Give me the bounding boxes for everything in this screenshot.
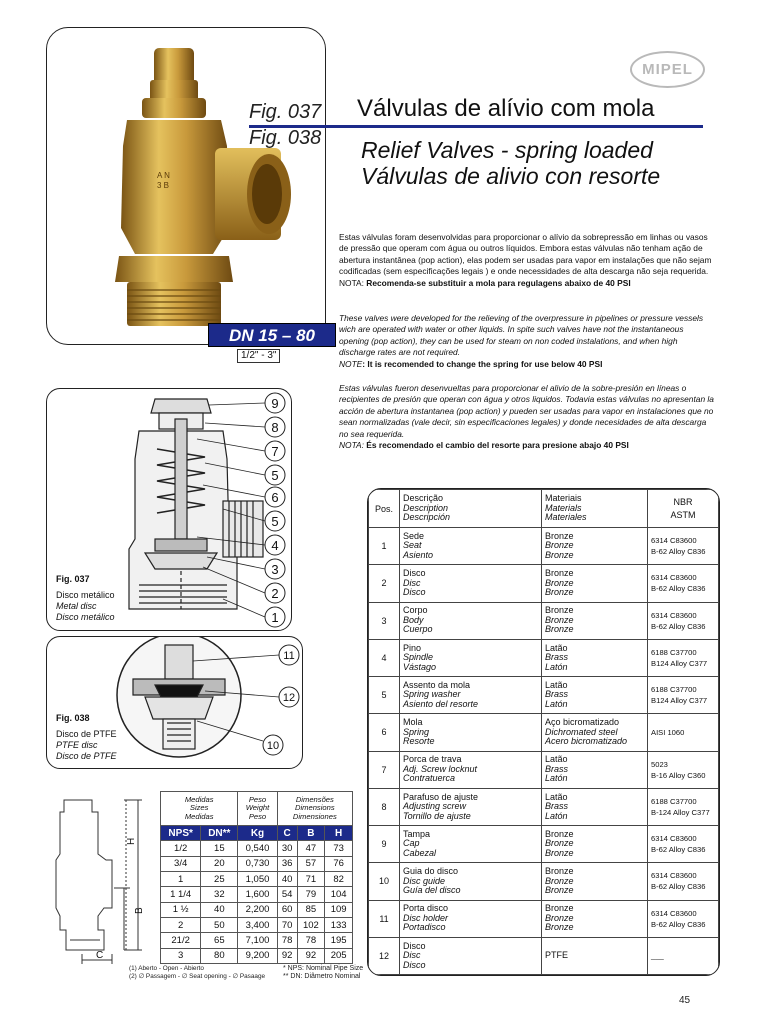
col-h: H	[325, 826, 353, 841]
parts-row	[369, 528, 719, 565]
dims-cell: 1,050	[238, 872, 277, 887]
callout-12: 12	[282, 692, 296, 704]
dims-cell: 109	[325, 902, 353, 917]
dims-cell: 40	[277, 872, 297, 887]
dims-cell: 50	[201, 918, 238, 933]
parts-header-standards: NBR ASTM	[648, 490, 719, 528]
title-english-spanish	[361, 137, 660, 189]
dn-badge: DN 15 – 80	[208, 323, 336, 347]
dims-header-peso: Peso Weight Peso	[238, 792, 277, 826]
parts-pos: 2	[369, 565, 400, 602]
parts-pos: 12	[369, 937, 400, 974]
parts-standard: 6314 C83600 B-62 Alloy C836	[648, 528, 719, 565]
product-photo-frame	[46, 27, 326, 345]
desc-pt-note: Recomenda-se substituir a mola para regulagens abaixo de 40 PSI	[366, 277, 631, 288]
dims-cell: 205	[325, 948, 353, 963]
callout-3: 3	[271, 562, 279, 577]
parts-row	[369, 751, 719, 788]
col-b: B	[297, 826, 325, 841]
caption-037-pt: Disco metálico	[56, 590, 115, 600]
caption-038-en: PTFE disc	[56, 740, 98, 750]
parts-standard: 6188 C37700 B124 Alloy C377	[648, 677, 719, 714]
parts-standard: 5023 B-16 Alloy C360	[648, 751, 719, 788]
svg-text:3 B: 3 B	[157, 181, 170, 190]
caption-038	[56, 713, 117, 762]
parts-standard: 6314 C83600 B-62 Alloy C836	[648, 826, 719, 863]
dims-row	[161, 933, 353, 948]
svg-text:A N: A N	[157, 171, 170, 180]
mipel-logo: MIPEL	[630, 51, 705, 88]
parts-pos: 5	[369, 677, 400, 714]
desc-pt-note-label: NOTA:	[339, 277, 367, 288]
parts-standard: 6188 C37700 B-124 Alloy C377	[648, 788, 719, 825]
figure-label-038: Fig. 038	[249, 127, 322, 149]
parts-material: Latão Brass Latón	[542, 639, 648, 676]
dims-cell: 47	[297, 841, 325, 856]
parts-table	[368, 489, 719, 975]
dims-cell: 9,200	[238, 948, 277, 963]
dims-cell: 92	[297, 948, 325, 963]
parts-header-pos: Pos.	[369, 490, 400, 528]
parts-material: Bronze Bronze Bronze	[542, 565, 648, 602]
dim-label-b: B	[134, 907, 145, 914]
callout-11: 11	[283, 650, 295, 662]
parts-pos: 6	[369, 714, 400, 751]
callout-10: 10	[266, 740, 280, 752]
parts-pos: 3	[369, 602, 400, 639]
parts-pos: 8	[369, 788, 400, 825]
dimensions-table	[160, 791, 353, 964]
parts-row	[369, 677, 719, 714]
footnotes-left	[129, 965, 265, 981]
col-c: C	[277, 826, 297, 841]
callout-5b: 5	[271, 514, 279, 529]
dims-cell: 40	[201, 902, 238, 917]
dims-cell: 0,540	[238, 841, 277, 856]
dims-cell: 78	[297, 933, 325, 948]
title-portuguese: Válvulas de alívio com mola	[357, 95, 655, 122]
callout-circles-037	[255, 392, 295, 632]
dims-cell: 60	[277, 902, 297, 917]
parts-pos: 9	[369, 826, 400, 863]
figure-label-037: Fig. 037	[249, 101, 322, 123]
desc-es-note: És recomendado el cambio del resorte para presione abajo 40 PSI	[366, 440, 629, 451]
dims-cell: 3,400	[238, 918, 277, 933]
parts-standard: 6314 C83600 B-62 Alloy C836	[648, 565, 719, 602]
dims-cell: 3	[161, 948, 201, 963]
dims-cell: 2	[161, 918, 201, 933]
parts-standard: ___	[648, 937, 719, 974]
callout-9: 9	[271, 396, 279, 411]
caption-037-fig: Fig. 037	[56, 574, 90, 584]
dims-cell: 25	[201, 872, 238, 887]
dims-cell: 79	[297, 887, 325, 902]
dims-cell: 36	[277, 856, 297, 871]
dims-cell: 57	[297, 856, 325, 871]
parts-pos: 4	[369, 639, 400, 676]
parts-header-row	[369, 490, 719, 528]
parts-description: Mola Spring Resorte	[400, 714, 542, 751]
dims-cell: 78	[277, 933, 297, 948]
parts-material: Aço bicromatizado Dichromated steel Acero bicromatizado	[542, 714, 648, 751]
parts-description: Disco Disc Disco	[400, 937, 542, 974]
dims-cell: 76	[325, 856, 353, 871]
footnotes-right	[283, 965, 363, 981]
dims-cell: 85	[297, 902, 325, 917]
dims-column-header-row	[161, 826, 353, 841]
parts-body	[369, 528, 719, 975]
dims-cell: 0,730	[238, 856, 277, 871]
parts-standard: 6314 C83600 B-62 Alloy C836	[648, 602, 719, 639]
parts-row	[369, 826, 719, 863]
dims-cell: 32	[201, 887, 238, 902]
dims-cell: 15	[201, 841, 238, 856]
parts-material: Bronze Bronze Bronze	[542, 826, 648, 863]
parts-row	[369, 602, 719, 639]
dims-header-medidas: Medidas Sizes Medidas	[161, 792, 238, 826]
parts-description: Disco Disc Disco	[400, 565, 542, 602]
parts-description: Parafuso de ajuste Adjusting screw Tornillo de ajuste	[400, 788, 542, 825]
parts-row	[369, 714, 719, 751]
dims-cell: 195	[325, 933, 353, 948]
note-nps: * NPS: Nominal Pipe Size	[283, 965, 364, 972]
parts-pos: 10	[369, 863, 400, 900]
note-open: (1) Aberto - Open - Abierto	[129, 965, 204, 972]
parts-header-materials: Materiais Materials Materiales	[542, 490, 648, 528]
parts-pos: 11	[369, 900, 400, 937]
parts-row	[369, 565, 719, 602]
parts-material: Latão Brass Latón	[542, 788, 648, 825]
note-dn: ** DN: Diâmetro Nominal	[283, 973, 361, 980]
parts-material: Bronze Bronze Bronze	[542, 602, 648, 639]
dims-cell: 54	[277, 887, 297, 902]
parts-material: Bronze Bronze Bronze	[542, 863, 648, 900]
parts-row	[369, 937, 719, 974]
dims-cell: 3/4	[161, 856, 201, 871]
dims-body	[161, 841, 353, 964]
dims-cell: 1/2	[161, 841, 201, 856]
dims-cell: 1	[161, 872, 201, 887]
dims-row	[161, 948, 353, 963]
desc-pt-text: Estas válvulas foram desenvolvidas para proporcionar o alívio da sobrepressão em linhas ou vasos de pressão que operam com água ou outros líquidos. Embora estas válvulas não tenham ação de abertura instantânea (pop action), elas podem ser usadas para vapor em instalações que não sejam codificadas (sem especificações legais ) e onde necessidades de alta descarga não seja requerida.	[339, 232, 712, 277]
dim-label-c: C	[96, 950, 104, 961]
parts-material: PTFE	[542, 937, 648, 974]
dims-header-row	[161, 792, 353, 826]
dims-cell: 1,600	[238, 887, 277, 902]
dims-cell: 104	[325, 887, 353, 902]
callout-2: 2	[271, 586, 279, 601]
parts-standard: 6314 C83600 B-62 Alloy C836	[648, 900, 719, 937]
description-portuguese	[339, 232, 715, 289]
callout-8: 8	[271, 420, 279, 435]
callout-5a: 5	[271, 468, 279, 483]
dims-row	[161, 872, 353, 887]
dims-row	[161, 841, 353, 856]
dimension-drawing	[46, 790, 160, 968]
desc-en-text: These valves were developed for the relieving of the overpressure in pipelines or pressure vessels wich are operated with water or other liquids. In spite such valves have not the instantaneous opening (pop action), they can be used for steam on non coded instalations, and when high discharge rates are not required.	[339, 313, 704, 358]
parts-description: Tampa Cap Cabezal	[400, 826, 542, 863]
parts-description: Assento da mola Spring washer Asiento del resorte	[400, 677, 542, 714]
parts-pos: 7	[369, 751, 400, 788]
parts-row	[369, 863, 719, 900]
parts-standard: 6188 C37700 B124 Alloy C377	[648, 639, 719, 676]
title-spanish: Válvulas de alivio con resorte	[361, 163, 661, 189]
callout-6: 6	[271, 490, 279, 505]
col-nps: NPS*	[161, 826, 201, 841]
dims-cell: 70	[277, 918, 297, 933]
desc-en-note: : It is recomended to change the spring for use below 40 PSI	[362, 358, 603, 369]
dims-cell: 7,100	[238, 933, 277, 948]
dims-cell: 71	[297, 872, 325, 887]
dim-label-h: H	[126, 837, 137, 845]
dims-row	[161, 918, 353, 933]
dims-cell: 2,200	[238, 902, 277, 917]
parts-description: Porta disco Disc holder Portadisco	[400, 900, 542, 937]
dims-cell: 20	[201, 856, 238, 871]
description-english	[339, 313, 715, 370]
parts-description: Sede Seat Asiento	[400, 528, 542, 565]
caption-037-en: Metal disc	[56, 601, 97, 611]
dims-cell: 102	[297, 918, 325, 933]
caption-038-fig: Fig. 038	[56, 713, 90, 723]
callout-4: 4	[271, 538, 279, 553]
parts-pos: 1	[369, 528, 400, 565]
desc-es-note-label: NOTA:	[339, 440, 367, 451]
parts-description: Porca de trava Adj. Screw locknut Contratuerca	[400, 751, 542, 788]
dn-range: 1/2" - 3"	[237, 349, 280, 363]
col-dn: DN**	[201, 826, 238, 841]
caption-038-es: Disco de PTFE	[56, 751, 117, 761]
parts-standard: 6314 C83600 B-62 Alloy C836	[648, 863, 719, 900]
page-number: 45	[679, 995, 691, 1006]
dims-cell: 1 ½	[161, 902, 201, 917]
col-kg: Kg	[238, 826, 277, 841]
parts-material: Bronze Bronze Bronze	[542, 528, 648, 565]
parts-row	[369, 900, 719, 937]
parts-header-desc: Descrição Description Descripción	[400, 490, 542, 528]
parts-material: Latão Brass Latón	[542, 751, 648, 788]
caption-037	[56, 574, 115, 623]
parts-standard: AISI 1060	[648, 714, 719, 751]
dims-cell: 80	[201, 948, 238, 963]
description-spanish	[339, 383, 715, 451]
callout-7: 7	[271, 444, 279, 459]
parts-row	[369, 788, 719, 825]
brass-valve-image	[47, 28, 326, 345]
parts-description: Corpo Body Cuerpo	[400, 602, 542, 639]
dims-cell: 82	[325, 872, 353, 887]
desc-en-note-label: NOTE	[339, 358, 363, 369]
dims-cell: 92	[277, 948, 297, 963]
dims-cell: 65	[201, 933, 238, 948]
dims-cell: 1 1/4	[161, 887, 201, 902]
dims-header-dimensoes: Dimensões Dimensions Dimensiones	[277, 792, 352, 826]
dims-cell: 73	[325, 841, 353, 856]
note-passage: (2) ∅ Passagem - ∅ Seat opening - ∅ Pasaage	[129, 973, 266, 980]
parts-material: Bronze Bronze Bronze	[542, 900, 648, 937]
dims-cell: 30	[277, 841, 297, 856]
parts-description: Pino Spindle Vástago	[400, 639, 542, 676]
callout-1: 1	[271, 610, 279, 625]
dims-row	[161, 887, 353, 902]
dims-row	[161, 902, 353, 917]
caption-037-es: Disco metálico	[56, 612, 115, 622]
parts-material: Latão Brass Latón	[542, 677, 648, 714]
title-english: Relief Valves - spring loaded	[361, 137, 653, 163]
parts-table-frame	[367, 488, 720, 976]
caption-038-pt: Disco de PTFE	[56, 729, 117, 739]
dims-row	[161, 856, 353, 871]
dims-cell: 133	[325, 918, 353, 933]
parts-row	[369, 639, 719, 676]
desc-es-text: Estas válvulas fueron desenvueltas para proporcionar el alivio de la sobre-presión en líneas o recipientes de presión que operan con água y otros liquidos. Todavia estas válvulas no apresentan la acción de abertura instantanea (pop action) y pueden ser usadas para vapor en instalaciones que no sean normalizadas (vale decir, sin especificaciones legales) y donde necesidades de alta descarga no sea requerida.	[339, 383, 714, 439]
parts-description: Guia do disco Disc guide Guía del disco	[400, 863, 542, 900]
dims-cell: 21/2	[161, 933, 201, 948]
